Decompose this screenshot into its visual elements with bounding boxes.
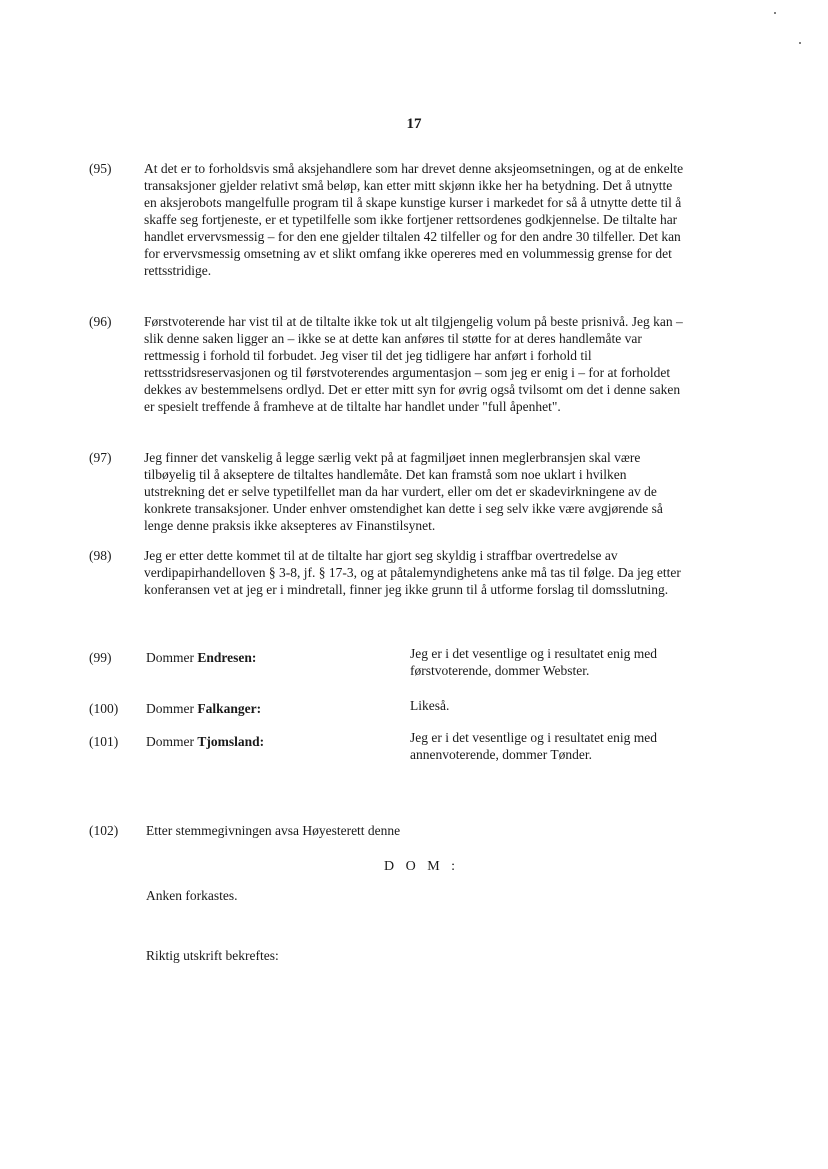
judge-title: Dommer	[146, 650, 198, 665]
paragraph-number: (101)	[89, 734, 119, 749]
scan-speck	[774, 12, 776, 14]
judge-name	[146, 649, 256, 666]
judge-name	[146, 733, 264, 750]
judge-title: Dommer	[146, 701, 198, 716]
paragraph-text: Jeg er etter dette kommet til at de tiltalte har gjort seg skyldig i straffbar overtredelse av verdipapirhandelloven § 3-8, jf. § 17-3, og at påtalemyndighetens anke må tas til følge. Da jeg etter konferansen vet at jeg er i mindretall, finner jeg ikke grunn til å utforme forslag til domsslutning.	[144, 548, 681, 597]
paragraph-text: Førstvoterende har vist til at de tiltalte ikke tok ut alt tilgjengelig volum på beste prisnivå. Jeg kan – slik denne saken ligger an – ikke se at dette kan anføres til støtte for at deres handlemåte var rettmessig i forhold til forbudet. Jeg viser til det jeg tidligere har anført i forhold til rettsstridsreservasjonen og til førstvoterendes argumentasjon – som jeg er enig i – for at forholdet dekkes av bestemmelsens ordlyd. Det er etter mitt syn for øvrig også tvilsomt om det i denne saken er spesielt treffende å framheve at de tiltalte har handlet under "full åpenhet".	[144, 314, 683, 414]
judge-title: Dommer	[146, 734, 198, 749]
judge-surname: Falkanger:	[197, 701, 262, 716]
paragraph-text: At det er to forholdsvis små aksjehandlere som har drevet denne aksjeomsetningen, og at de enkelte transaksjoner gjelder relativt små beløp, kan etter mitt skjønn ikke her ha betydning. Det å utnytte en aksjerobots mangelfulle program til å skape kunstige kurser i markedet for så å utnytte dette til å skaffe seg fortjeneste, er et typetilfelle som ikke fortjener rettsordenes godkjennelse. De tiltalte har handlet ervervsmessig – for den ene gjelder tiltalen 42 tilfeller og for den andre 30 tilfeller. Det kan for ervervsmessig omsetning av et slikt omfang ikke opereres med en volummessig grense for det rettsstridige.	[144, 161, 684, 278]
scan-speck	[799, 42, 801, 44]
paragraph-number: (99)	[89, 650, 112, 665]
ruling-text: Anken forkastes.	[146, 888, 238, 903]
judge-vote: Jeg er i det vesentlige og i resultatet enig med førstvoterende, dommer Webster.	[410, 646, 658, 678]
certification-text: Riktig utskrift bekreftes:	[146, 948, 279, 963]
judgment-heading: D O M :	[384, 859, 460, 874]
judge-vote: Likeså.	[410, 698, 450, 713]
paragraph-number: (97)	[89, 450, 112, 465]
judge-name	[146, 700, 261, 717]
paragraph-number: (96)	[89, 314, 112, 329]
judge-vote: Jeg er i det vesentlige og i resultatet enig med annenvoterende, dommer Tønder.	[410, 730, 658, 762]
paragraph-number: (95)	[89, 161, 112, 176]
page-number: 17	[406, 116, 422, 132]
paragraph-text: Jeg finner det vanskelig å legge særlig vekt på at fagmiljøet innen meglerbransjen skal være tilbøyelig til å akseptere de tiltaltes handlemåte. Det kan framstå som noe uklart i hvilken utstrekning det er selve typetilfellet man da har vurdert, eller om det er skadevirkningene av de konkrete transaksjoner. Under enhver omstendighet kan dette i seg selv ikke være avgjørende så lenge denne praksis ikke aksepteres av Finanstilsynet.	[144, 450, 663, 533]
paragraph-number: (100)	[89, 701, 119, 716]
judge-surname: Endresen:	[197, 650, 257, 665]
paragraph-number: (98)	[89, 548, 112, 563]
verdict-intro: Etter stemmegivningen avsa Høyesterett denne	[146, 823, 401, 838]
paragraph-number: (102)	[89, 823, 119, 838]
judge-surname: Tjomsland:	[197, 734, 265, 749]
